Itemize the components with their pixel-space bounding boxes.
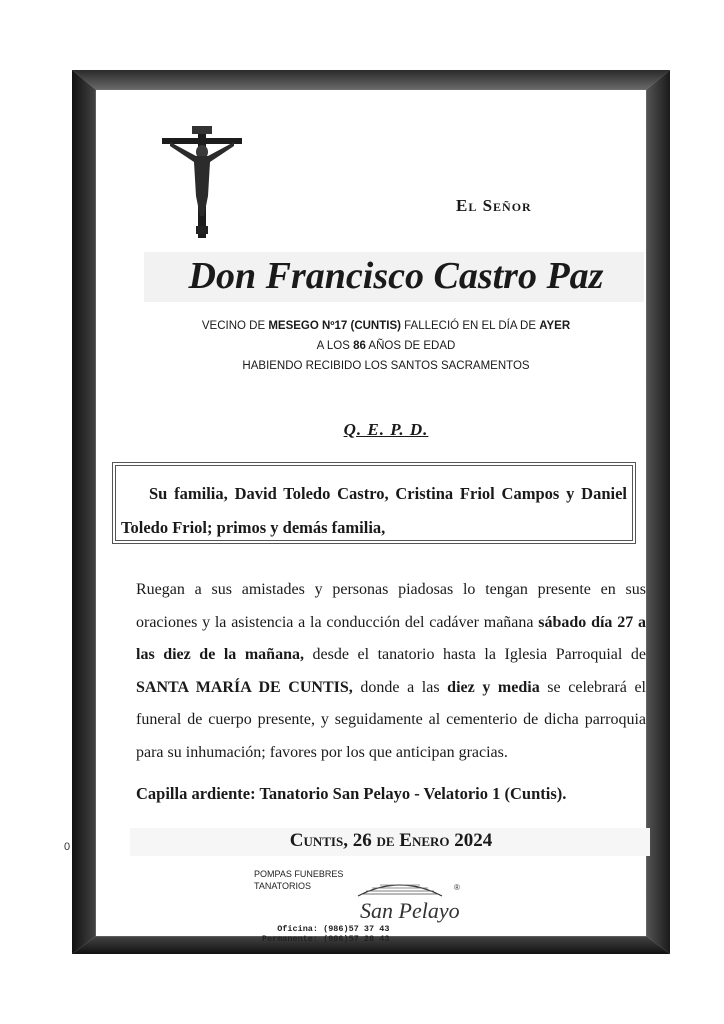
permanente-row: Permanente: (986)57 28 43: [261, 934, 390, 944]
family-text: Su familia, David Toledo Castro, Cristina Friol Campos y Daniel Toledo Friol; primos y demás familia,: [121, 484, 627, 537]
details-line-1: VECINO DE MESEGO Nº17 (CUNTIS) FALLECIÓ EN EL DÍA DE AYER: [201, 320, 571, 332]
death-details: [116, 316, 656, 376]
details-line-2: A LOS 86 AÑOS DE EDAD: [316, 340, 456, 352]
mourning-frame: [72, 70, 670, 954]
san-pelayo-logo: [350, 880, 470, 926]
registered-mark: ®: [454, 883, 460, 892]
phone-numbers: [236, 924, 389, 944]
crucifix-icon: [162, 126, 242, 238]
notice-date: Cuntis, 26 de Enero 2024: [289, 830, 493, 851]
title-el-senor: El Señor: [456, 196, 532, 215]
oficina-row: Oficina: (986)57 37 43: [277, 924, 390, 934]
ruegan-paragraph: Ruegan a sus amistades y personas piadosas lo tengan presente en sus oraciones y la asistencia a la conducción del cadáver mañana sábado día 27 a las diez de la mañana, desde el tanatorio hasta la Iglesia Parroquial de SANTA MARÍA DE CUNTIS, donde a las diez y media se celebrará el funeral de cuerpo presente, y seguidamente al cementerio de dicha parroquia para su inhumación; favores por los que anticipan gracias.: [136, 581, 646, 761]
funeral-home-type: [254, 868, 343, 892]
stray-mark: 0: [64, 841, 71, 853]
qepd: Q. E. P. D.: [343, 420, 429, 439]
deceased-name: Don Francisco Castro Paz: [188, 255, 604, 297]
funeral-home-line-2: TANATORIOS: [254, 881, 312, 891]
capilla-ardiente: Capilla ardiente: Tanatorio San Pelayo - Velatorio 1 (Cuntis).: [136, 784, 567, 803]
family-box: [112, 462, 636, 544]
details-line-3: HABIENDO RECIBIDO LOS SANTOS SACRAMENTOS: [242, 360, 530, 372]
notice-body: [96, 90, 646, 944]
funeral-home-line-1: POMPAS FUNEBRES: [254, 869, 344, 879]
logo-text: San Pelayo: [360, 898, 460, 923]
